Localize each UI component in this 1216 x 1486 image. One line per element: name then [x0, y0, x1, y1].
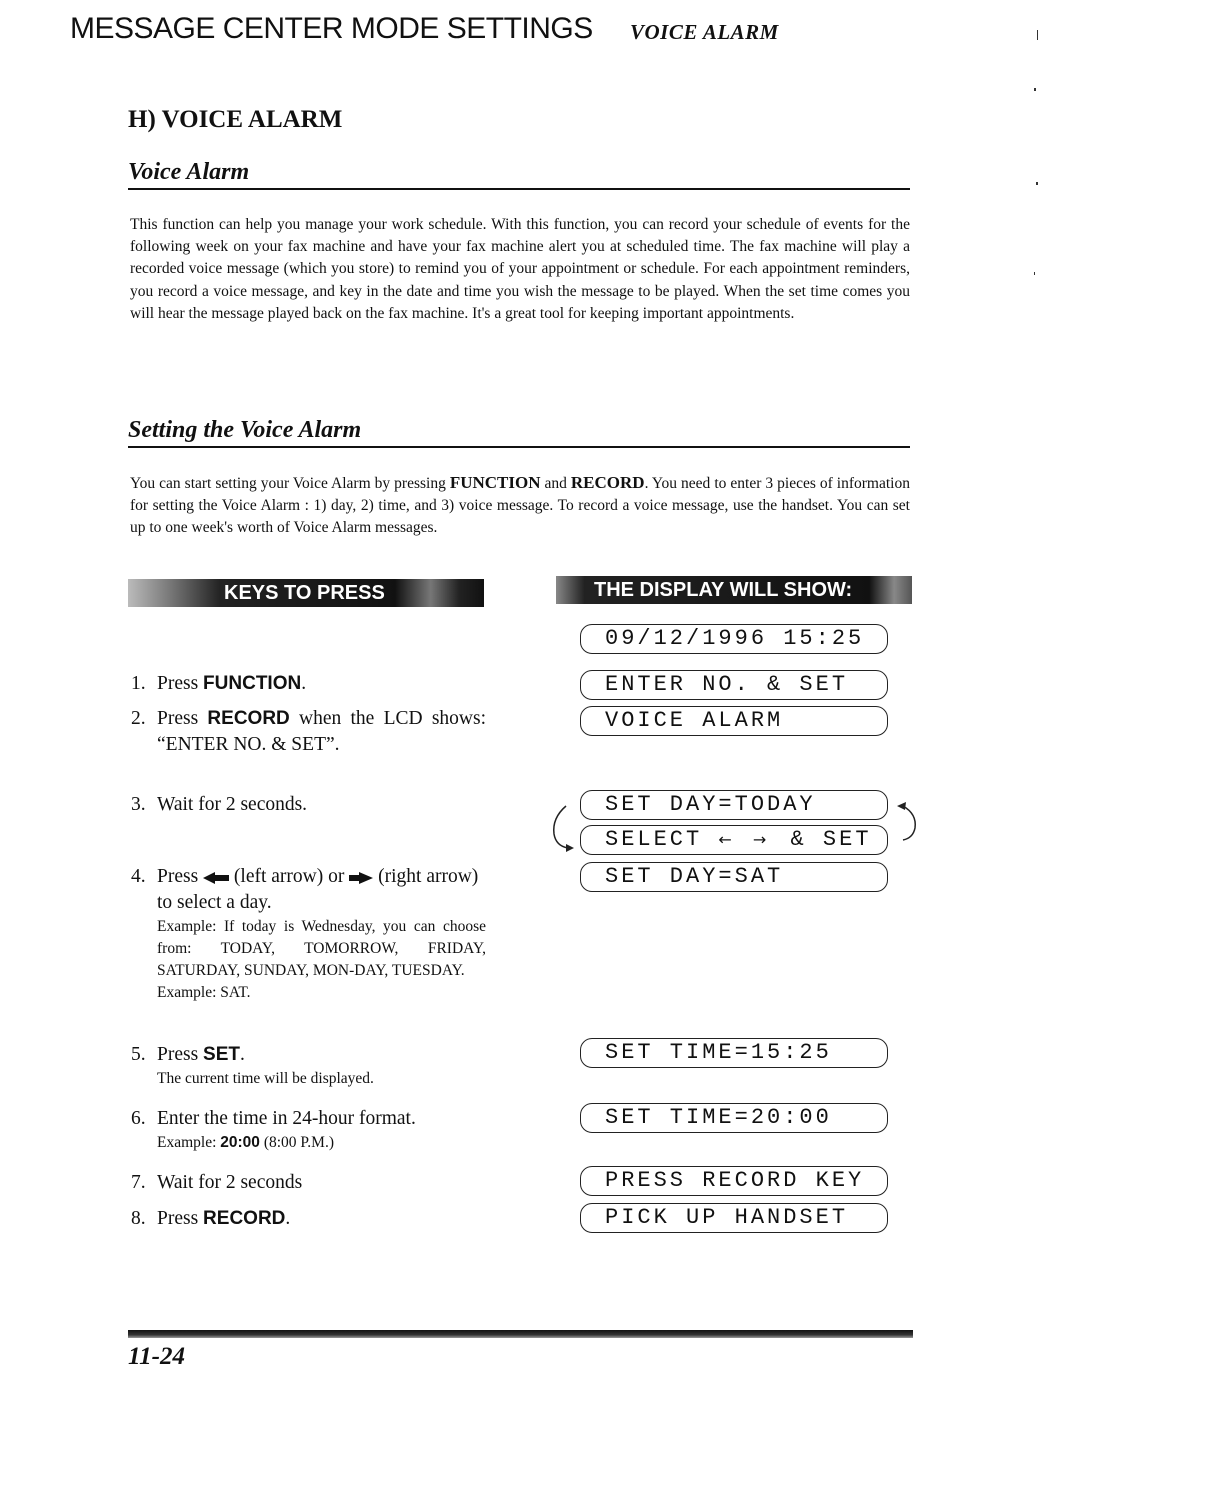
lcd-set-time-new: SET TIME=20:00: [580, 1103, 888, 1133]
page-header-title: MESSAGE CENTER MODE SETTINGS: [70, 12, 593, 45]
step-4: 4. Press (left arrow) or (right arrow) to select a day. Example: If today is Wednesday, you can choose from: TODAY, TOMORROW, FRIDAY, SATURDAY, SUNDAY, MON-DAY, TUESDAY. Example: SAT.: [131, 866, 486, 1001]
lcd-set-day-today: SET DAY=TODAY: [580, 790, 888, 820]
keys-to-press-banner: KEYS TO PRESS: [128, 579, 484, 607]
scan-speck: [1037, 30, 1038, 40]
step-6: 6. Enter the time in 24-hour format. Example: 20:00 (8:00 P.M.): [131, 1108, 416, 1151]
scan-speck: [1036, 182, 1038, 185]
cycle-left-bracket-icon: [548, 800, 582, 856]
left-arrow-icon: [203, 872, 229, 884]
lcd-select-set: SELECT ← → & SET: [580, 825, 888, 855]
select-arrows-icon: ← →: [718, 830, 775, 849]
display-will-show-banner: THE DISPLAY WILL SHOW:: [556, 576, 912, 604]
scan-speck: [1034, 88, 1036, 91]
lcd-press-record-key: PRESS RECORD KEY: [580, 1166, 888, 1196]
cycle-right-bracket-icon: [893, 798, 923, 848]
setting-description: You can start setting your Voice Alarm by pressing FUNCTION and RECORD. You need to enter 3 pieces of information for setting the Voice Alarm : 1) day, 2) time, and 3) voice message. To record a voice message, use the handset. You can set up to one week's worth of Voice Alarm messages.: [130, 473, 910, 537]
page-header-subtitle: VOICE ALARM: [630, 20, 779, 44]
step-5: 5. Press SET. The current time will be displayed.: [131, 1044, 374, 1087]
lcd-set-day-sat: SET DAY=SAT: [580, 862, 888, 892]
scan-speck: [1034, 272, 1035, 275]
page-number: 11-24: [128, 1343, 185, 1370]
lcd-date-time: 09/12/1996 15:25: [580, 624, 888, 654]
setting-heading: Setting the Voice Alarm: [128, 416, 910, 448]
step-3: 3. Wait for 2 seconds.: [131, 794, 308, 815]
lcd-pick-up-handset: PICK UP HANDSET: [580, 1203, 888, 1233]
step-8: 8. Press RECORD.: [131, 1208, 291, 1229]
voice-alarm-heading: Voice Alarm: [128, 158, 910, 190]
lcd-set-time-current: SET TIME=15:25: [580, 1038, 888, 1068]
step-2: 2. Press RECORD when the LCD shows: “ENTER NO. & SET”.: [131, 708, 486, 755]
step-1: 1. Press FUNCTION.: [131, 673, 307, 694]
voice-alarm-description: This function can help you manage your work schedule. With this function, you can record your schedule of events for the following week on your fax machine and have your fax machine alert you at scheduled time. The fax machine will play a recorded voice message (which you store) to remind you of your appointment or schedule. For each appointment reminders, you record a voice message, and key in the date and time you wish the message to be played. When the set time comes you will hear the message played back on the fax machine. It's a great tool for keeping important appointments.: [130, 216, 910, 322]
lcd-enter-no-set: ENTER NO. & SET: [580, 670, 888, 700]
lcd-voice-alarm: VOICE ALARM: [580, 706, 888, 736]
section-title: H) VOICE ALARM: [128, 106, 343, 133]
step-7: 7. Wait for 2 seconds: [131, 1172, 303, 1193]
footer-rule: [128, 1330, 913, 1338]
right-arrow-icon: [349, 872, 373, 884]
